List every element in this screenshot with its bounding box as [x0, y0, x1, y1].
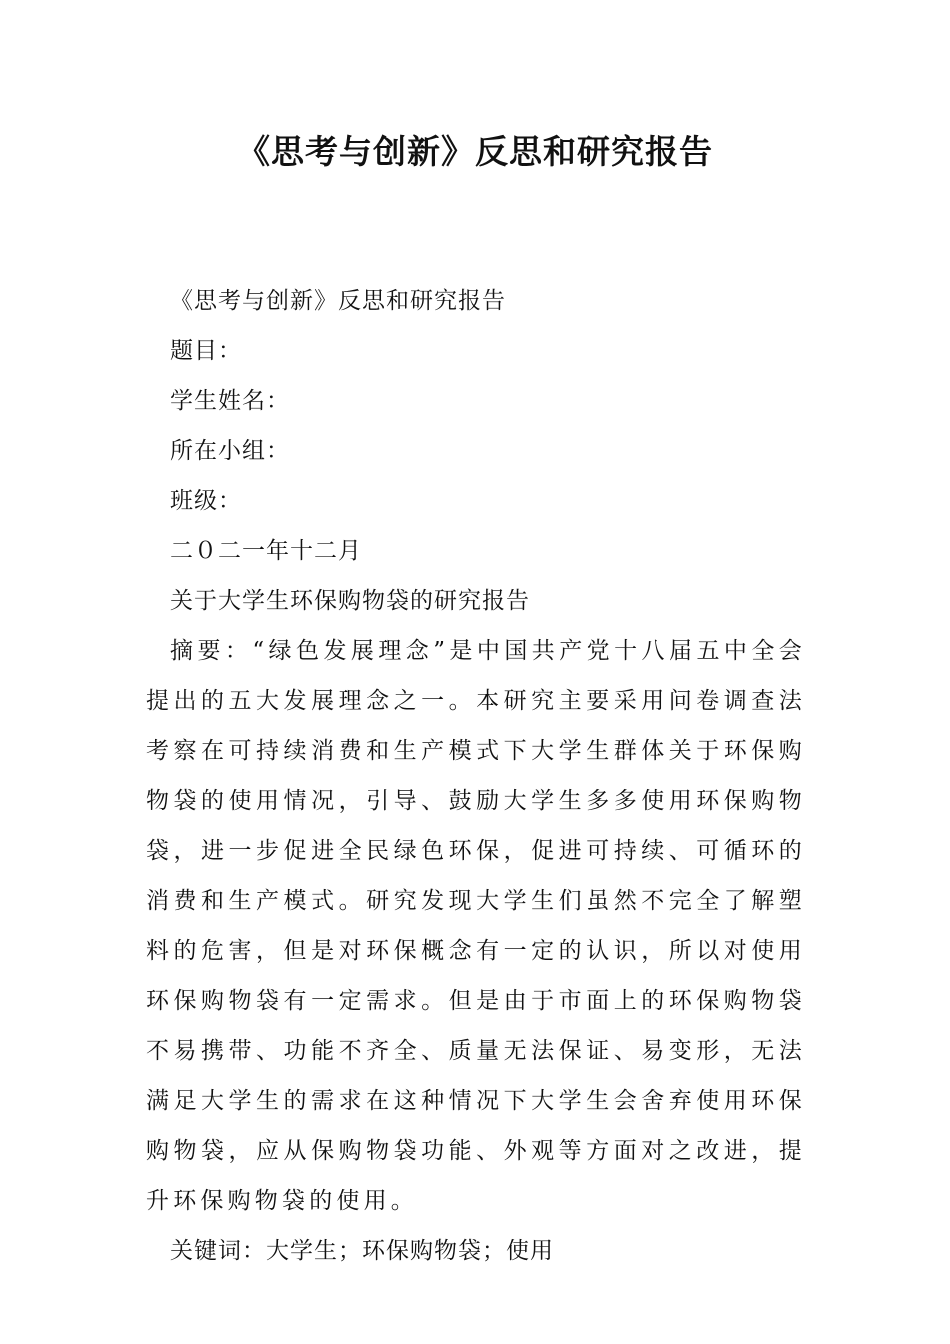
student-name-label: 学生姓名： [170, 388, 290, 414]
document-title: 《思考与创新》反思和研究报告 [237, 132, 713, 171]
document-body [146, 276, 806, 1276]
report-title: 关于大学生环保购物袋的研究报告 [170, 588, 530, 614]
abstract-paragraph: 摘要：“绿色发展理念”是中国共产党十八届五中全会提出的五大发展理念之一。本研究主要采用问卷调查法考察在可持续消费和生产模式下大学生群体关于环保购物袋的使用情况，引导、鼓励大学生多多使用环保购物袋，进一步促进全民绿色环保，促进可持续、可循环的消费和生产模式。研究发现大学生们虽然不完全了解塑料的危害，但是对环保概念有一定的认识，所以对使用环保购物袋有一定需求。但是由于市面上的环保购物袋不易携带、功能不齐全、质量无法保证、易变形，无法满足大学生的需求在这种情况下大学生会舍弃使用环保购物袋，应从保购物袋功能、外观等方面对之改进，提升环保购物袋的使用。 [146, 638, 806, 1214]
report-date: 二０二一年十二月 [170, 538, 362, 564]
cover-heading: 《思考与创新》反思和研究报告 [170, 288, 506, 314]
group-label: 所在小组： [170, 438, 290, 464]
class-label: 班级： [170, 488, 242, 514]
topic-label: 题目： [170, 338, 242, 364]
keywords-line: 关键词：大学生；环保购物袋；使用 [170, 1238, 554, 1264]
